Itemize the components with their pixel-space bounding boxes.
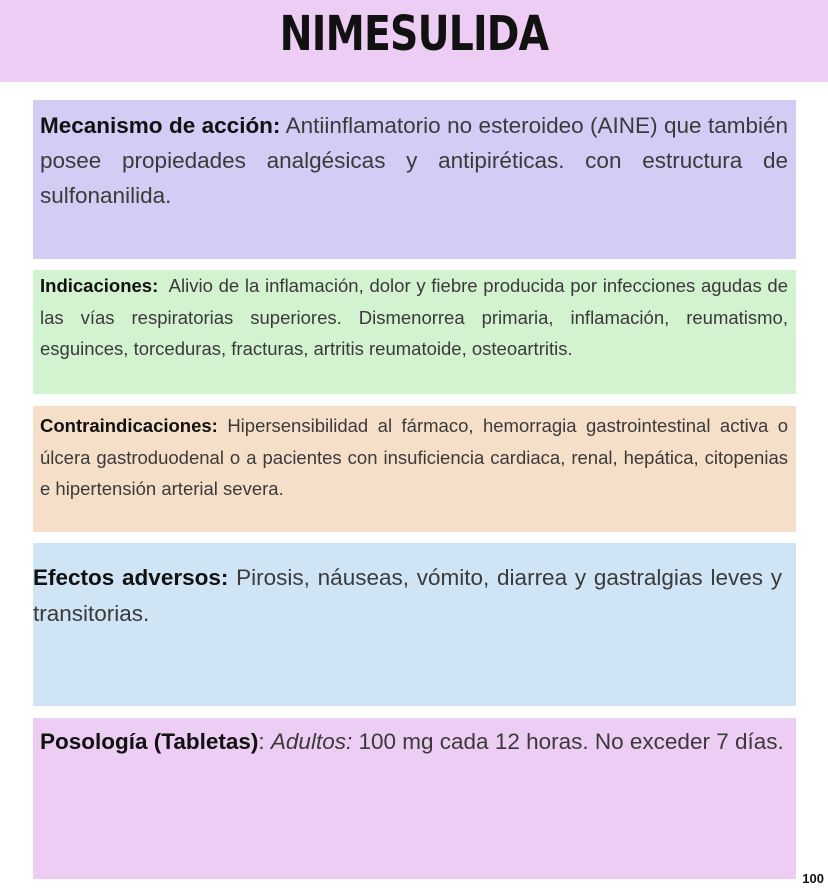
contraindicaciones-section [33, 406, 796, 532]
contraindicaciones-label: Contraindicaciones: [40, 415, 218, 436]
contraindicaciones-text: Hipersensibilidad al fármaco, hemorragia gastrointestinal activa o úlcera gastroduodenal o a pacientes con insuficiencia cardiaca, renal, hepática, citopenias e hipertensión arterial severa. [40, 415, 788, 499]
posologia-label: Posología (Tabletas) [40, 729, 259, 754]
efectos-label: Efectos adversos: [33, 565, 229, 590]
indicaciones-section [33, 270, 796, 394]
efectos-section [33, 543, 796, 706]
page-number: 100 [802, 871, 824, 886]
indicaciones-label: Indicaciones: [40, 275, 159, 296]
page-title: NIMESULIDA [279, 6, 549, 62]
efectos-text: Pirosis, náuseas, vómito, diarrea y gastralgias leves y transitorias. [33, 565, 782, 626]
posologia-separator: : [258, 729, 265, 754]
mecanismo-section [33, 100, 796, 259]
posologia-section [33, 718, 796, 879]
mecanismo-label: Mecanismo de acción: [40, 113, 281, 138]
posologia-text: 100 mg cada 12 horas. No exceder 7 días. [358, 729, 784, 754]
posologia-adultos: Adultos: [270, 729, 353, 754]
mecanismo-text: Antiinflamatorio no esteroideo (AINE) que también posee propiedades analgésicas y antipiréticas. con estructura de sulfonanilida. [40, 113, 788, 208]
indicaciones-text: Alivio de la inflamación, dolor y fiebre producida por infecciones agudas de las vías respiratorias superiores. Dismenorrea primaria, inflamación, reumatismo, esguinces, torceduras, fracturas, artritis reumatoide, osteoartritis. [40, 275, 789, 359]
